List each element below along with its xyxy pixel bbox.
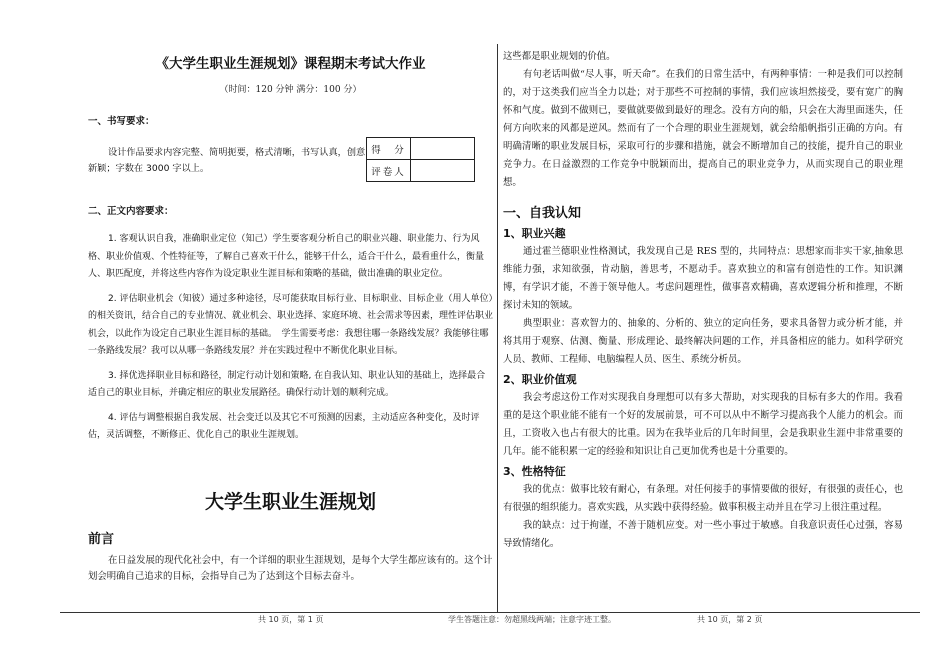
- section1-text: 设计作品要求内容完整、简明扼要，格式清晰，书写认真，创意新颖；字数在 3000 字以上。: [88, 147, 366, 174]
- exam-meta: （时间：120 分钟 满分：100 分）: [219, 85, 362, 95]
- preface-text: 在日益发展的现代化社会中，有一个详细的职业生涯规划，是每个大学生都应该有的。这个计划会明确自己追求的目标，会指导自己为了达到这个目标去奋斗。: [88, 554, 493, 582]
- preface-heading: 前言: [88, 531, 115, 547]
- requirement-item: 4. 评估与调整根据自我发展、社会变迁以及其它不可预测的因素，主动适应各种变化，及时评估，灵活调整，不断修正、优化自己的职业生涯规划。: [88, 412, 480, 440]
- footer-rule: [60, 612, 920, 613]
- footer-notice: 学生答题注意：勿超黑线两端；注意字迹工整。: [448, 615, 616, 624]
- requirement-item: 1. 客观认识自我，准确职业定位（知己）学生要客观分析自己的职业兴趣、职业能力、行为风格、职业价值观、个性特征等，了解自己喜欢干什么，能够干什么，适合干什么，最看重什么，衡量人、职匹配度，并将这些内容作为设定职业生涯目标和策略的基础，做出准确的职业定位。: [88, 234, 485, 279]
- typical-jobs-paragraph: 典型职业：喜欢智力的、抽象的、分析的、独立的定向任务，要求具备智力或分析才能，并将其用于观察、估测、衡量、形成理论、最终解决问题的工作，并具备相应的能力。如科学研究人员、教师、工程师、电脑编程人员、医生、系统分析员。: [503, 318, 903, 365]
- exam-title: 《大学生职业生涯规划》课程期末考试大作业: [155, 56, 426, 72]
- page-number-left: 共 10 页，第 1 页: [258, 615, 324, 624]
- section1-body: [88, 137, 493, 187]
- score-cell: [411, 138, 475, 160]
- right-page: [503, 48, 903, 553]
- interest-paragraph: 通过霍兰德职业性格测试，我发现自己是 RES 型的，共同特点：思想家而非实干家,抽象思维能力强，求知欲强，肯动脑，善思考，不愿动手。喜欢独立的和富有创造性的工作。知识渊博，有学识才能，不善于领导他人。考虑问题理性，做事喜欢精确，喜欢逻辑分析和推理，不断探讨未知的领域。: [503, 246, 903, 311]
- score-label: 得 分: [367, 138, 411, 160]
- left-page: [88, 52, 493, 585]
- weaknesses-paragraph: 我的缺点：过于拘谨，不善于随机应变。对一些小事过于敏感。自我意识责任心过强，容易导致情绪化。: [503, 520, 903, 549]
- grader-cell: [411, 160, 475, 182]
- grader-label: 评卷人: [367, 160, 411, 182]
- section1-heading: 一、书写要求：: [88, 116, 155, 127]
- requirement-item: 3. 择优选择职业目标和路径，制定行动计划和策略, 在自我认知、职业认知的基础上，选择最合适自己的职业目标，并确定相应的职业发展路径。确保行动计划的顺利完成。: [88, 370, 486, 398]
- page-number-right: 共 10 页，第 2 页: [697, 615, 763, 624]
- requirement-item: 2. 评估职业机会（知彼）通过多种途径，尽可能获取目标行业、目标职业、目标企业（用人单位）的相关资讯，结合自己的专业情况、就业机会、职业选择、家庭环境、社会需求等因素，理性评估职业机会，以此作为设定自己职业生涯目标的基础。 学生需要考虑：我想往哪一条路线发展？我能够往哪一条路线发展？我可以从哪一条路线发展？并在实践过程中不断优化职业目标。: [88, 293, 494, 356]
- strengths-paragraph: 我的优点：做事比较有耐心，有条理。对任何接手的事情要做的很好，有很强的责任心，也有很强的组织能力。喜欢实践，从实践中获得经验。做事积极主动并且在学习上很注重过程。: [503, 484, 903, 513]
- page-divider: [497, 44, 498, 612]
- values-paragraph: 我会考虑这份工作对实现我自身理想可以有多大帮助，对实现我的目标有多大的作用。我看重的是这个职业能不能有一个好的发展前景，可不可以从中不断学习提高我个人能力的机会。而且，工资收入也占有很大的比重。因为在我毕业后的几年时间里，会是我职业生涯中非常重要的几年。能不能积累一定的经验和知识让自己更加优秀也是十分重要的。: [503, 392, 903, 457]
- score-table: [366, 137, 475, 182]
- essay-title: 大学生职业生涯规划: [204, 490, 376, 513]
- section2-heading: 二、正文内容要求：: [88, 206, 174, 217]
- intro-paragraph: 有句老话叫做“尽人事，听天命”。在我们的日常生活中，有两种事情：一种是我们可以控制的，对于这类我们应当全力以赴；对于那些不可控制的事情，我们应该坦然接受，要有宽广的胸怀和气度。做到不做则已，要做就要做到最好的理念。没有方向的船，只会在大海里面迷失，任何方向吹来的风都是逆风。然而有了一个合理的职业生涯规划，就会给船帆指引正确的方向。有明确清晰的职业发展目标，采取可行的步骤和措施，就会不断增加自己的技能，提升自己的职业竞争力。在日益激烈的工作竞争中脱颖而出，提高自己的职业竞争力，从而实现自己的职业理想。: [503, 69, 903, 188]
- sub3-heading: 3、性格特征: [503, 465, 566, 478]
- part1-heading: 一、自我认知: [503, 206, 582, 221]
- continuation-text: 这些都是职业规划的价值。: [503, 51, 616, 62]
- sub2-heading: 2、职业价值观: [503, 373, 577, 386]
- sub1-heading: 1、职业兴趣: [503, 227, 566, 240]
